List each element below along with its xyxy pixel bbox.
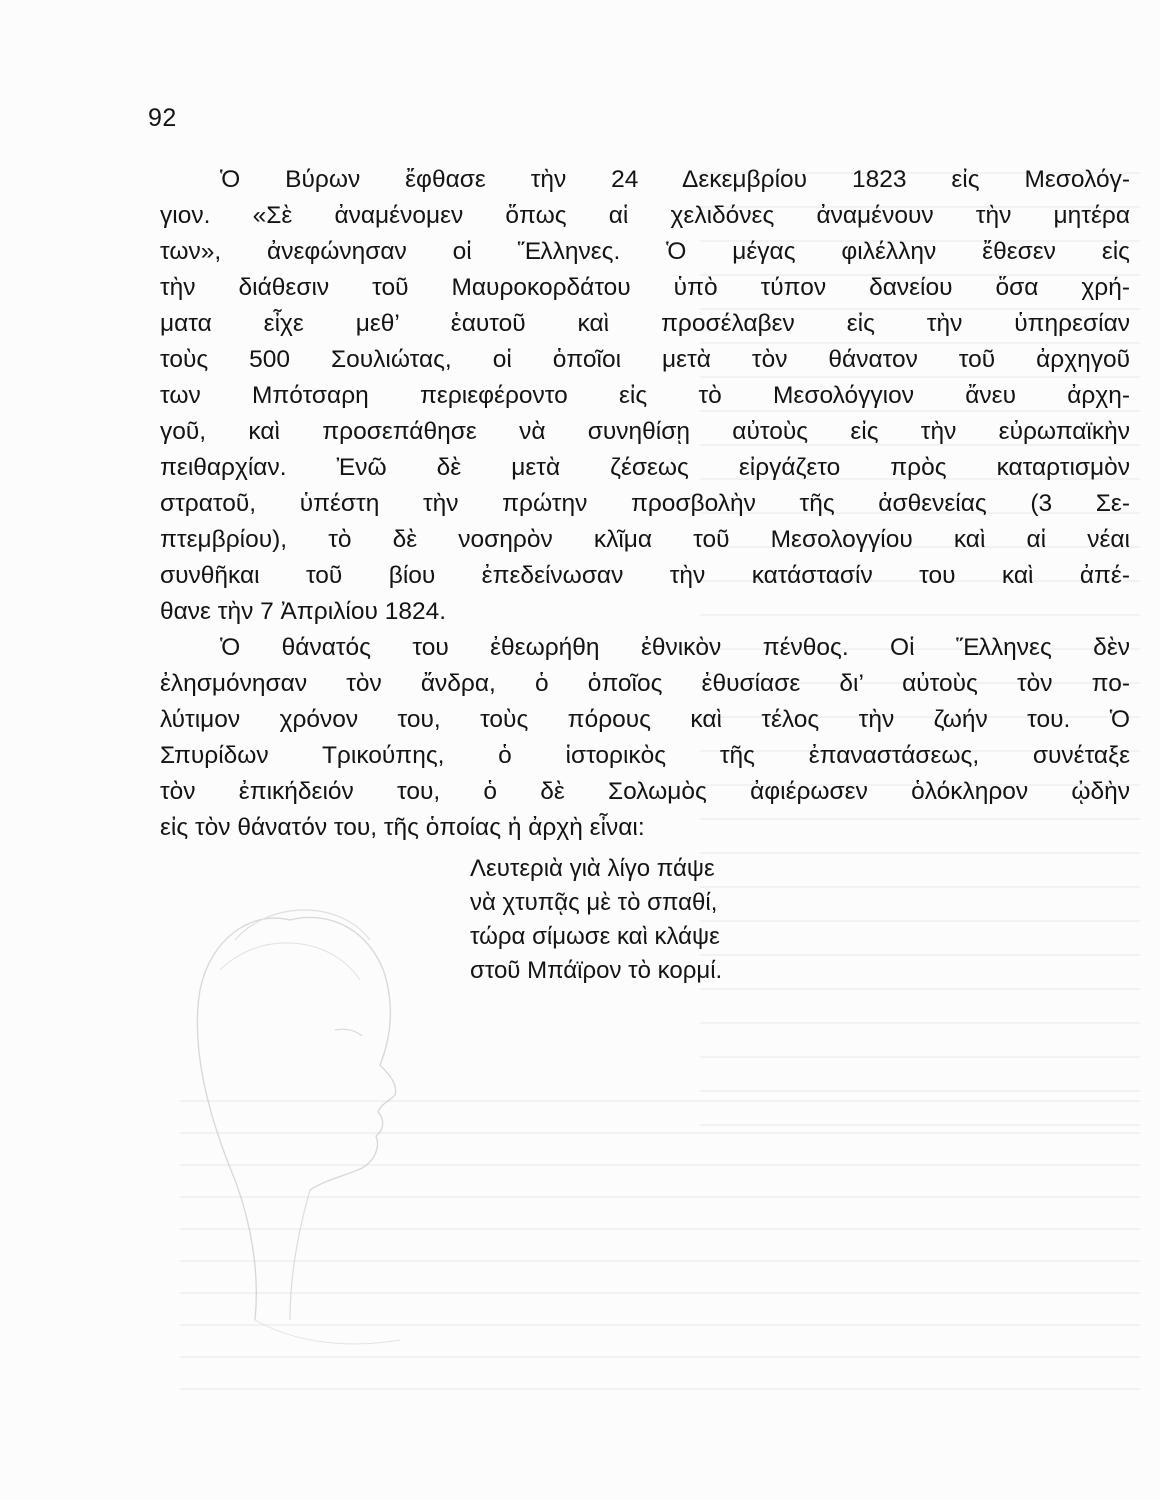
text-line: των», ἀνεφώνησαν οἱ Ἕλληνες. Ὁ μέγας φιλέλλην ἔθεσεν εἰς [160, 238, 1130, 265]
text-line: Σπυρίδων Τρικούπης, ὁ ἱστορικὸς τῆς ἐπαναστάσεως, συνέταξε [160, 742, 1130, 769]
text-line: στρατοῦ, ὑπέστη τὴν πρώτην προσβολὴν τῆς ἀσθενείας (3 Σε- [160, 490, 1130, 517]
poem-line: Λευτεριὰ γιὰ λίγο πάψε [470, 855, 715, 882]
text-line: ἐλησμόνησαν τὸν ἄνδρα, ὁ ὁποῖος ἐθυσίασε δι’ αὐτοὺς τὸν πο- [160, 670, 1130, 697]
main-text [160, 162, 1130, 846]
paragraph-byron-arrival [160, 162, 1130, 630]
poem-stanza [470, 852, 722, 988]
text-line: τὴν διάθεσιν τοῦ Μαυροκορδάτου ὑπὸ τύπον δανείου ὅσα χρή- [160, 274, 1130, 301]
poem-line: νὰ χτυπᾷς μὲ τὸ σπαθί, [470, 889, 718, 916]
poem-line: στοῦ Μπάϊρον τὸ κορμί. [470, 957, 723, 984]
text-line: τὸν ἐπικήδειόν του, ὁ δὲ Σολωμὸς ἀφιέρωσεν ὁλόκληρον ᾠδὴν [160, 778, 1130, 805]
pencil-sketch-portrait [140, 880, 500, 1380]
poem-line: τώρα σίμωσε καὶ κλάψε [470, 923, 720, 950]
text-line: γοῦ, καὶ προσεπάθησε νὰ συνηθίσῃ αὐτοὺς εἰς τὴν εὐρωπαϊκὴν [160, 418, 1130, 445]
text-line: τοὺς 500 Σουλιώτας, οἱ ὁποῖοι μετὰ τὸν θάνατον τοῦ ἀρχηγοῦ [160, 346, 1130, 373]
text-line: εἰς τὸν θάνατόν του, τῆς ὁποίας ἡ ἀρχὴ εἶναι: [160, 814, 645, 841]
text-line: Ὁ Βύρων ἔφθασε τὴν 24 Δεκεμβρίου 1823 εἰς Μεσολόγ- [220, 166, 1130, 193]
text-line: γιον. «Σὲ ἀναμένομεν ὅπως αἱ χελιδόνες ἀναμένουν τὴν μητέρα [160, 202, 1130, 229]
text-line: των Μπότσαρη περιεφέροντο εἰς τὸ Μεσολόγγιον ἄνευ ἀρχη- [160, 382, 1130, 409]
text-line: λύτιμον χρόνον του, τοὺς πόρους καὶ τέλος τὴν ζωήν του. Ὁ [160, 706, 1130, 733]
text-line: συνθῆκαι τοῦ βίου ἐπεδείνωσαν τὴν κατάστασίν του καὶ ἀπέ- [160, 562, 1130, 589]
paragraph-byron-death [160, 630, 1130, 846]
text-line: πτεμβρίου), τὸ δὲ νοσηρὸν κλῖμα τοῦ Μεσολογγίου καὶ αἱ νέαι [160, 526, 1130, 553]
page-number: 92 [148, 104, 177, 132]
text-line: Ὁ θάνατός του ἐθεωρήθη ἐθνικὸν πένθος. Οἱ Ἕλληνες δὲν [220, 634, 1130, 661]
text-line: θανε τὴν 7 Ἀπριλίου 1824. [160, 598, 447, 625]
text-line: ματα εἶχε μεθ’ ἑαυτοῦ καὶ προσέλαβεν εἰς τὴν ὑπηρεσίαν [160, 310, 1130, 337]
text-line: πειθαρχίαν. Ἐνῶ δὲ μετὰ ζέσεως εἰργάζετο πρὸς καταρτισμὸν [160, 454, 1130, 481]
